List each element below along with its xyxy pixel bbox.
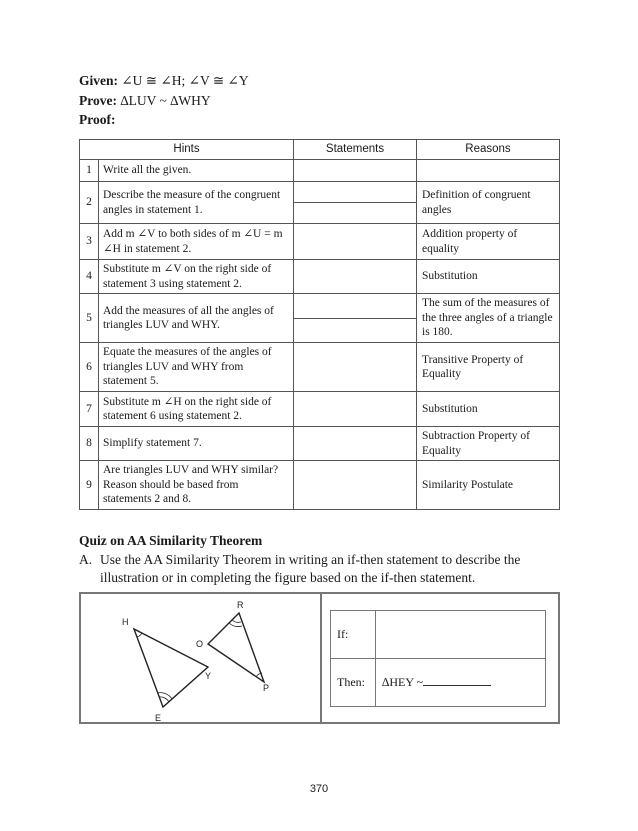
- triangles-figure: [81, 594, 319, 722]
- table-row: [80, 392, 560, 427]
- triangle-rop: [208, 613, 264, 682]
- row-reason: Subtraction Property of Equality: [417, 427, 560, 461]
- vertex-label-p: P: [263, 683, 270, 693]
- vertex-label-h: H: [122, 617, 129, 627]
- statement-blank[interactable]: [294, 318, 416, 343]
- row-reason: Addition property of equality: [417, 224, 560, 260]
- table-row: [80, 427, 560, 461]
- statement-cell[interactable]: [294, 182, 417, 224]
- statement-cell[interactable]: [294, 294, 417, 343]
- row-hint: Add the measures of all the angles of triangles LUV and WHY.: [99, 294, 294, 343]
- then-answer-cell[interactable]: [376, 659, 546, 707]
- given-block: [79, 71, 249, 130]
- statement-blank[interactable]: [294, 202, 416, 223]
- instruction-text: Use the AA Similarity Theorem in writing an if-then statement to describe the illustration or in completing the figure based on the if-then statement.: [100, 552, 521, 585]
- statement-blank[interactable]: [294, 294, 416, 318]
- item-letter: A.: [79, 552, 93, 567]
- row-hint: Write all the given.: [99, 160, 294, 182]
- then-text: ∆HEY ~: [382, 675, 424, 689]
- row-number: 4: [80, 260, 99, 294]
- statement-cell[interactable]: [294, 160, 417, 182]
- statement-cell[interactable]: [294, 427, 417, 461]
- row-number: 7: [80, 392, 99, 427]
- given-line: [79, 71, 249, 91]
- if-then-table: [330, 610, 546, 707]
- row-hint: Add m ∠V to both sides of m ∠U = m ∠H in statement 2.: [99, 224, 294, 260]
- row-number: 2: [80, 182, 99, 224]
- vertex-label-e: E: [155, 713, 162, 722]
- if-answer-cell[interactable]: [376, 611, 546, 659]
- table-row: [80, 343, 560, 392]
- then-blank[interactable]: [423, 675, 491, 686]
- figure-box: [79, 592, 560, 724]
- row-hint: Describe the measure of the congruent angles in statement 1.: [99, 182, 294, 224]
- row-hint: Substitute m ∠V on the right side of statement 3 using statement 2.: [99, 260, 294, 294]
- proof-table-header: [80, 140, 560, 160]
- proof-table: [79, 139, 560, 510]
- row-reason: Substitution: [417, 392, 560, 427]
- table-row: [80, 160, 560, 182]
- prove-text: ∆LUV ~ ∆WHY: [120, 92, 211, 108]
- header-hints: Hints: [80, 140, 294, 160]
- then-row: [331, 659, 546, 707]
- row-number: 1: [80, 160, 99, 182]
- row-hint: Substitute m ∠H on the right side of statement 6 using statement 2.: [99, 392, 294, 427]
- statement-cell[interactable]: [294, 343, 417, 392]
- header-reasons: Reasons: [417, 140, 560, 160]
- vertex-label-y: Y: [205, 671, 212, 681]
- row-reason: Substitution: [417, 260, 560, 294]
- table-row: [80, 461, 560, 510]
- prove-label: Prove:: [79, 92, 117, 108]
- then-label: Then:: [331, 659, 376, 707]
- statement-cell[interactable]: [294, 392, 417, 427]
- row-reason: Transitive Property of Equality: [417, 343, 560, 392]
- if-label: If:: [331, 611, 376, 659]
- row-number: 8: [80, 427, 99, 461]
- table-row: [80, 224, 560, 260]
- vertex-label-r: R: [237, 600, 244, 610]
- row-hint: Are triangles LUV and WHY similar? Reason should be based from statements 2 and 8.: [99, 461, 294, 510]
- row-number: 9: [80, 461, 99, 510]
- row-hint: Equate the measures of the angles of triangles LUV and WHY from statement 5.: [99, 343, 294, 392]
- page-number: 370: [309, 783, 329, 795]
- row-number: 6: [80, 343, 99, 392]
- given-text: ∠U ≅ ∠H; ∠V ≅ ∠Y: [121, 73, 249, 88]
- row-reason: Definition of congruent angles: [417, 182, 560, 224]
- vertex-label-o: O: [196, 639, 204, 649]
- quiz-title: Quiz on AA Similarity Theorem: [79, 533, 263, 548]
- proof-line: [79, 110, 249, 130]
- statement-blank[interactable]: [294, 182, 416, 202]
- statement-cell[interactable]: [294, 260, 417, 294]
- quiz-instruction: [79, 551, 569, 586]
- row-hint: Simplify statement 7.: [99, 427, 294, 461]
- if-row: [331, 611, 546, 659]
- header-statements: Statements: [294, 140, 417, 160]
- row-reason: Similarity Postulate: [417, 461, 560, 510]
- statement-cell[interactable]: [294, 461, 417, 510]
- table-row: [80, 260, 560, 294]
- reason-cell[interactable]: [417, 160, 560, 182]
- statement-cell[interactable]: [294, 224, 417, 260]
- prove-line: [79, 91, 249, 111]
- proof-label: Proof:: [79, 112, 116, 127]
- row-number: 3: [80, 224, 99, 260]
- given-label: Given:: [79, 73, 118, 88]
- table-row: [80, 294, 560, 343]
- row-number: 5: [80, 294, 99, 343]
- figure-divider: [320, 594, 322, 722]
- angle-mark-h: [137, 633, 142, 637]
- row-reason: The sum of the measures of the three angles of a triangle is 180.: [417, 294, 560, 343]
- table-row: [80, 182, 560, 224]
